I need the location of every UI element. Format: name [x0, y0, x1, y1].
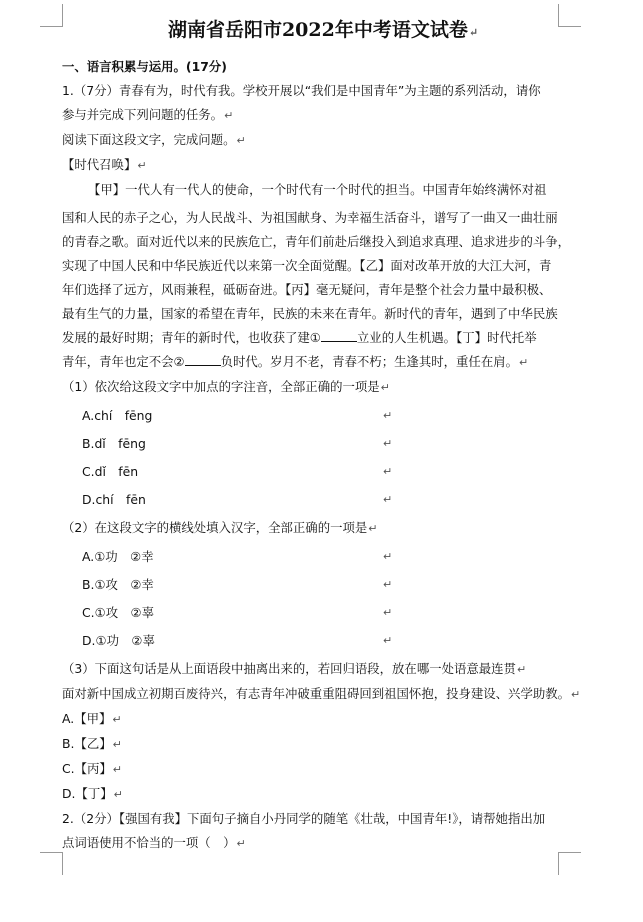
- option-text: A.①功 ②幸: [82, 549, 154, 564]
- passage-line: [62, 326, 584, 350]
- sub2-text: （2）在这段文字的横线处填入汉字，全部正确的一项是: [62, 520, 368, 535]
- option-text: D.①功 ②辜: [82, 633, 155, 648]
- return-mark-icon: ↵: [383, 409, 393, 422]
- return-mark-icon: ↵: [383, 550, 393, 563]
- sub3-text: （3）下面这句话是从上面语段中抽离出来的，若回归语段，放在哪一处语意最连贯: [62, 661, 516, 676]
- option-text: C.①攻 ②辜: [82, 605, 154, 620]
- option-b[interactable]: [62, 432, 584, 456]
- passage-text: 立业的人生机遇。【丁】时代托举: [356, 330, 537, 345]
- option-c[interactable]: [62, 757, 584, 782]
- option-a[interactable]: [62, 404, 584, 428]
- return-mark-icon: ↵: [137, 159, 147, 172]
- passage-text: 负时代。岁月不老，青春不朽；生逢其时，重任在肩。: [220, 354, 518, 369]
- option-text: C.dǐ fēn: [82, 464, 139, 479]
- return-mark-icon: ↵: [519, 356, 529, 369]
- fill-blank-2[interactable]: [185, 353, 221, 366]
- return-mark-icon: ↵: [380, 381, 390, 394]
- q1-text-2: 参与并完成下列问题的任务。: [62, 107, 224, 122]
- q2-text-2: 点词语使用不恰当的一项（ ）: [62, 835, 236, 850]
- passage-text: 年们选择了远方，风雨兼程，砥砺奋进。【丙】毫无疑问，青年是整个社会力量中最积极、: [62, 282, 552, 297]
- corner-mark-top-left: [40, 4, 63, 27]
- fill-blank-1[interactable]: [321, 329, 357, 342]
- return-mark-icon: ↵: [236, 837, 246, 850]
- q1-text-1: 1.（7分）青春有为，时代有我。学校开展以“我们是中国青年”为主题的系列活动，请你: [62, 83, 541, 98]
- option-a[interactable]: [62, 545, 584, 569]
- return-mark-icon: ↵: [112, 738, 122, 751]
- option-b[interactable]: [62, 573, 584, 597]
- passage-line: [62, 206, 584, 230]
- sub3-sentence-text: 面对新中国成立初期百废待兴，有志青年冲破重重阻碍回到祖国怀抱，投身建设、兴学助教。: [62, 686, 571, 701]
- sub1-text: （1）依次给这段文字中加点的字注音，全部正确的一项是: [62, 379, 380, 394]
- passage-text: 发展的最好时期；青年的新时代，也收获了建①: [62, 330, 321, 345]
- return-mark-icon: ↵: [516, 663, 527, 676]
- document-page: [62, 14, 584, 856]
- return-mark-icon: ↵: [113, 788, 123, 801]
- option-text: A.chí fēng: [82, 408, 153, 423]
- return-mark-icon: ↵: [224, 109, 234, 122]
- option-text: B.【乙】: [62, 736, 112, 751]
- return-mark-icon: ↵: [383, 578, 393, 591]
- passage-line: [62, 302, 584, 326]
- passage-text: 青年，青年也定不会②: [62, 354, 185, 369]
- option-c[interactable]: [62, 460, 584, 484]
- option-a[interactable]: [62, 707, 584, 732]
- return-mark-icon: ↵: [383, 634, 393, 647]
- option-b[interactable]: [62, 732, 584, 757]
- section-heading: [62, 55, 584, 79]
- option-text: B.dǐ fēng: [82, 436, 146, 451]
- option-c[interactable]: [62, 601, 584, 625]
- sub-question-3-sentence: [62, 682, 584, 707]
- option-text: C.【丙】: [62, 761, 112, 776]
- sub-question-1: [62, 375, 584, 400]
- q1-instruction: [62, 128, 584, 153]
- title-text: 湖南省岳阳市2022年中考语文试卷: [167, 19, 468, 41]
- return-mark-icon: ↵: [383, 606, 393, 619]
- passage-text: 国和人民的赤子之心，为人民战斗、为祖国献身、为幸福生活奋斗，谱写了一曲又一曲壮丽: [62, 210, 558, 225]
- option-d[interactable]: [62, 782, 584, 807]
- passage-line: [62, 254, 584, 278]
- passage-text: 最有生气的力量，国家的希望在青年，民族的未来在青年。新时代的青年，遇到了中华民族: [62, 306, 558, 321]
- q2-text-1: 2.（2分）【强国有我】下面句子摘自小丹同学的随笔《壮哉，中国青年!》，请帮她指出加: [62, 811, 546, 826]
- return-mark-icon: ↵: [383, 465, 393, 478]
- option-d[interactable]: [62, 488, 584, 512]
- option-d[interactable]: [62, 629, 584, 653]
- corner-mark-bottom-left: [40, 852, 63, 875]
- return-mark-icon: ↵: [383, 493, 393, 506]
- heading-text: 【时代召唤】: [62, 157, 137, 172]
- return-mark-icon: ↵: [112, 763, 122, 776]
- return-mark-icon: ↵: [112, 713, 122, 726]
- section-text: 一、语言积累与运用。(17分): [62, 59, 227, 74]
- q2-line2: [62, 831, 584, 856]
- q1-heading: [62, 153, 584, 178]
- passage: [62, 178, 584, 375]
- q1-line2: [62, 103, 584, 128]
- passage-text: 【甲】一代人有一代人的使命，一个时代有一个时代的担当。中国青年始终满怀对祖: [88, 182, 547, 197]
- return-mark-icon: ↵: [236, 134, 246, 147]
- return-mark-icon: ↵: [383, 437, 393, 450]
- return-mark-icon: ↵: [368, 522, 378, 535]
- return-mark-icon: ↵: [468, 26, 479, 39]
- option-text: D.chí fēn: [82, 492, 146, 507]
- option-text: A.【甲】: [62, 711, 112, 726]
- passage-text: 的青春之歌。面对近代以来的民族危亡，青年们前赴后继投入到追求真理、追求进步的斗争，: [62, 234, 571, 249]
- instruction-text: 阅读下面这段文字，完成问题。: [62, 132, 236, 147]
- sub-question-3: [62, 657, 584, 682]
- passage-line: [62, 230, 584, 254]
- q2-line1: [62, 807, 584, 831]
- passage-line: [62, 278, 584, 302]
- page-title: [62, 14, 584, 49]
- passage-line: [62, 350, 584, 375]
- q1-line1: [62, 79, 584, 103]
- passage-line: [62, 178, 584, 202]
- option-text: D.【丁】: [62, 786, 113, 801]
- option-text: B.①攻 ②幸: [82, 577, 154, 592]
- return-mark-icon: ↵: [571, 688, 581, 701]
- passage-text: 实现了中国人民和中华民族近代以来第一次全面觉醒。【乙】面对改革开放的大江大河，青: [62, 258, 552, 273]
- sub-question-2: [62, 516, 584, 541]
